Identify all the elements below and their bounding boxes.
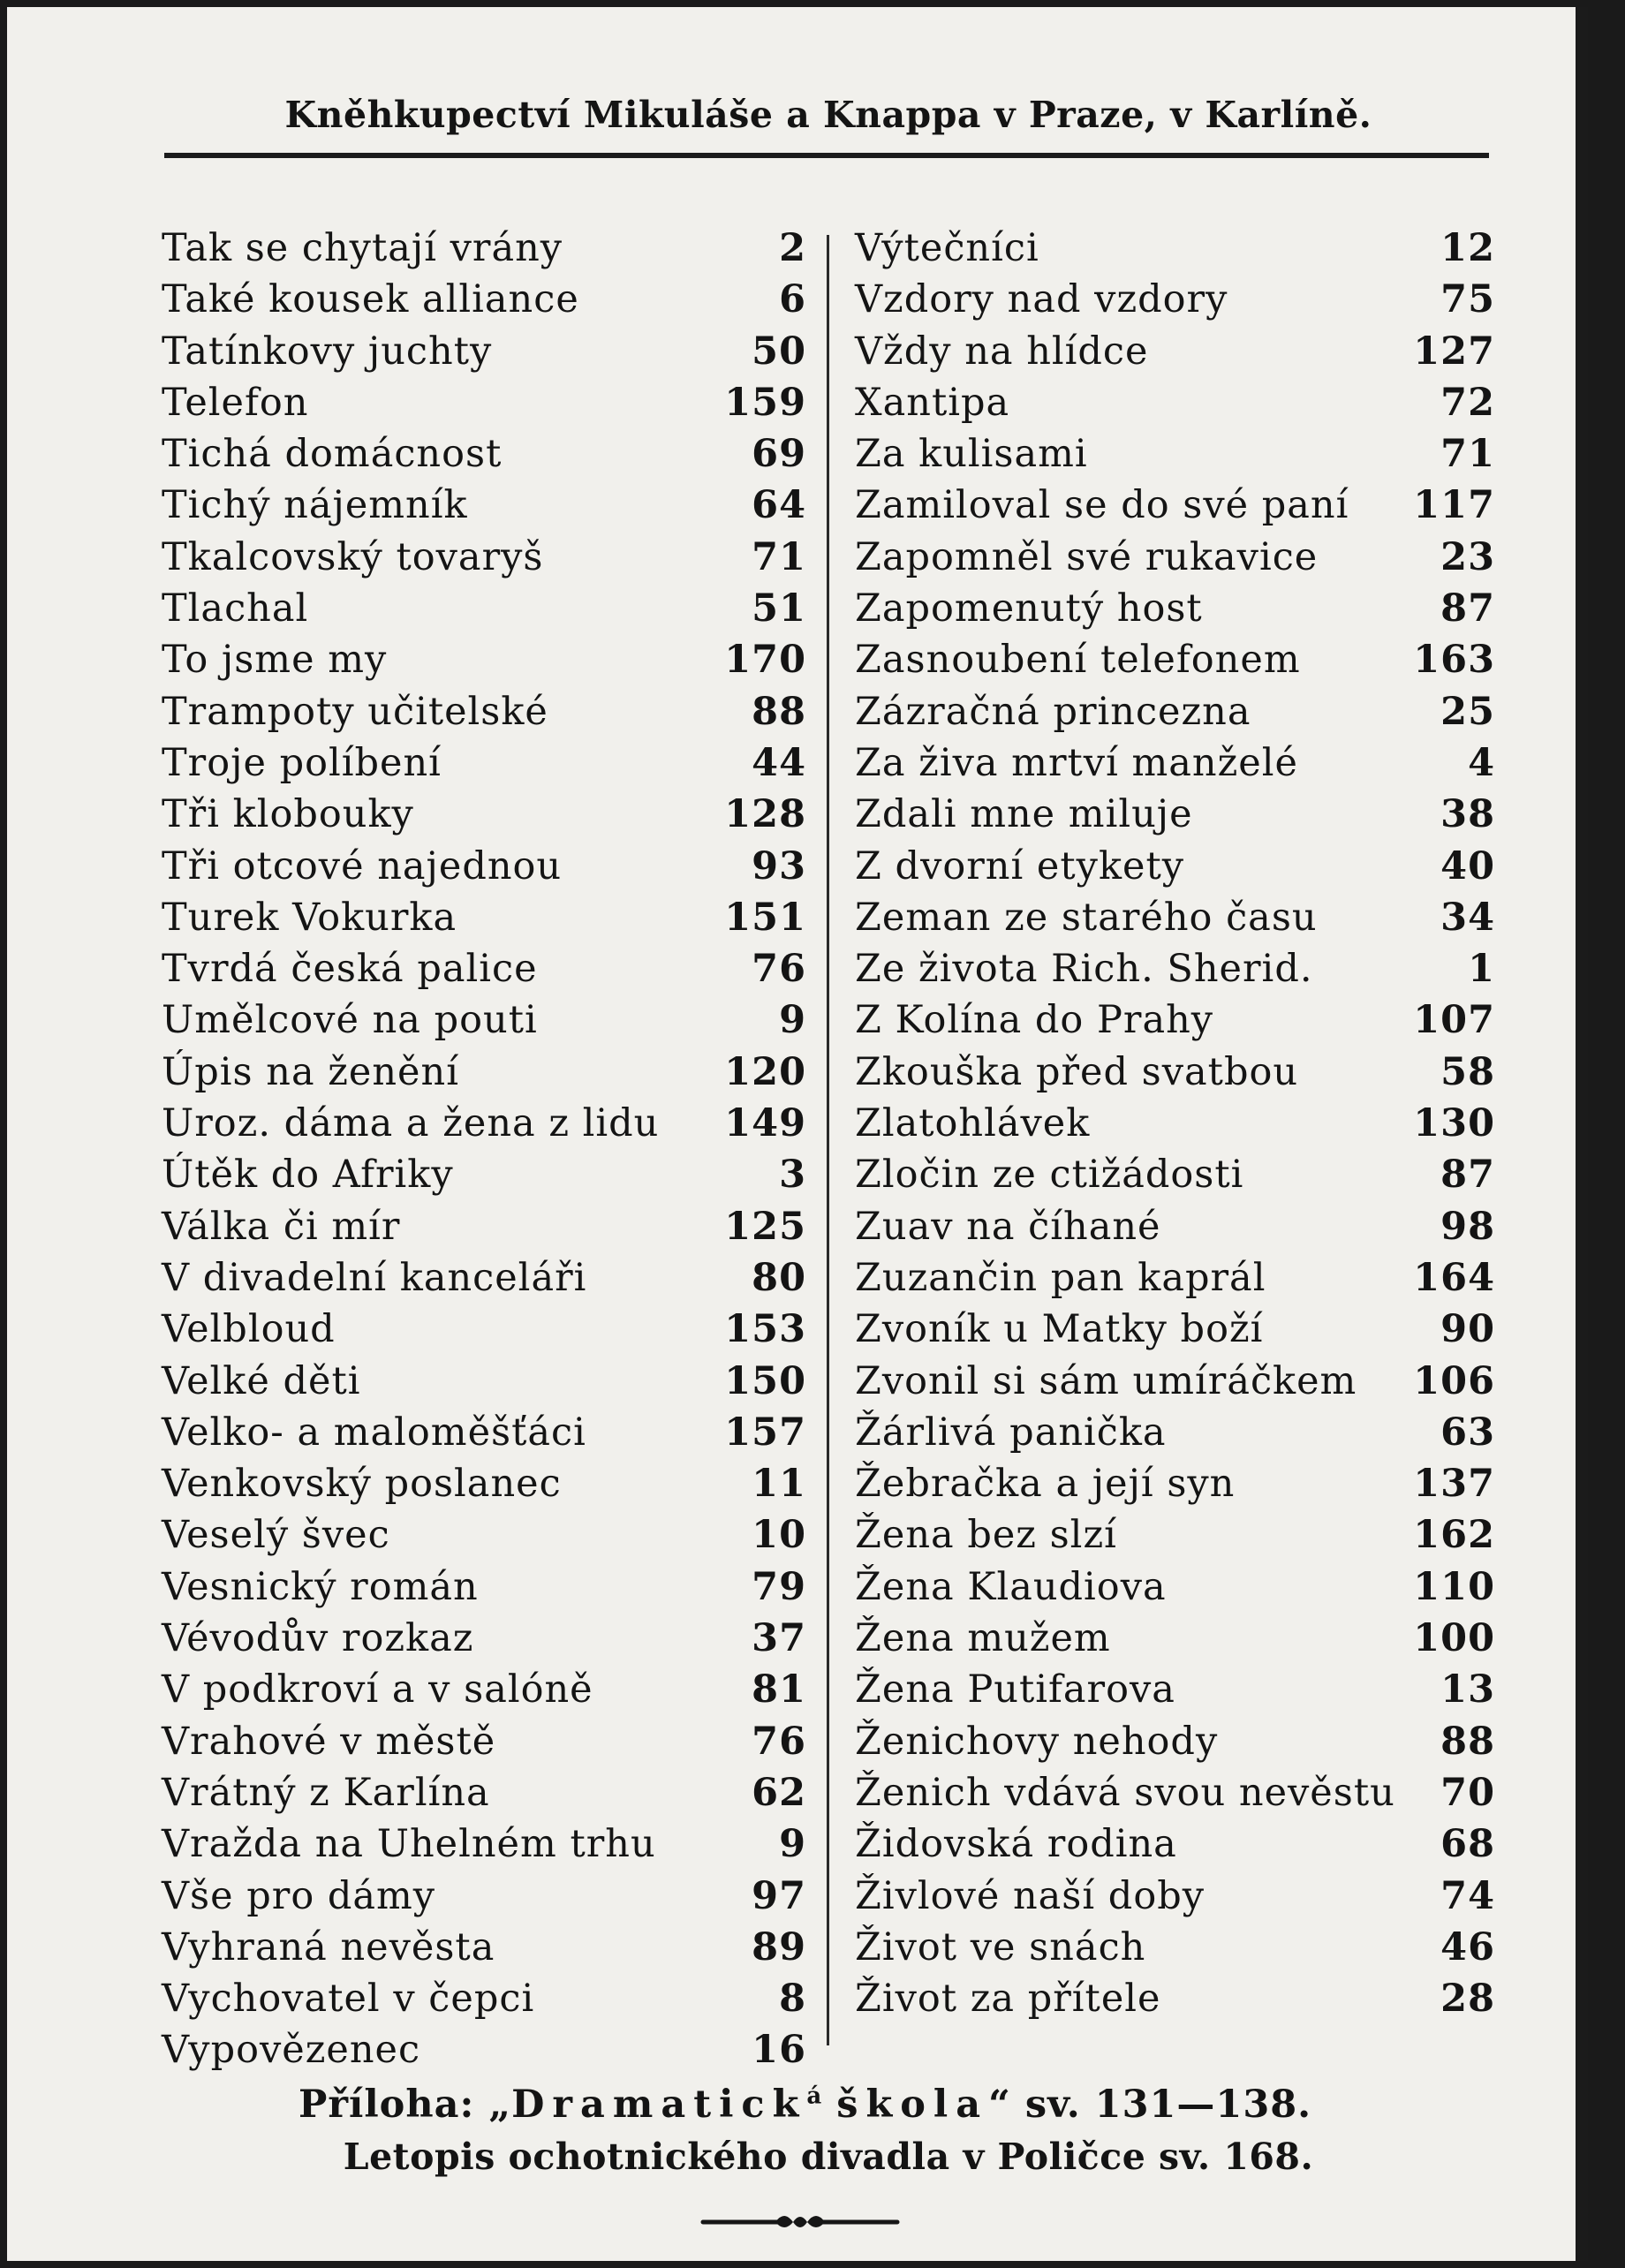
entry-title: Vypovězenec <box>162 2028 421 2073</box>
entry-number: 117 <box>1413 483 1495 528</box>
catalog-entry <box>162 1098 806 1149</box>
catalog-entry <box>162 737 806 789</box>
entry-title: Vrátný z Karlína <box>162 1770 490 1815</box>
catalog-entry <box>162 943 806 994</box>
entry-title: Vrahové v městě <box>162 1719 496 1764</box>
entry-number: 62 <box>752 1770 806 1815</box>
catalog-entry <box>162 1664 806 1715</box>
catalog-entry <box>162 1613 806 1664</box>
catalog-entry <box>855 892 1495 943</box>
entry-title: Zvoník u Matky boží <box>855 1307 1264 1352</box>
catalog-entry <box>855 1561 1495 1613</box>
header-rule <box>164 153 1489 158</box>
catalog-entry <box>162 1973 806 2024</box>
entry-number: 163 <box>1413 638 1495 683</box>
catalog-entry <box>162 892 806 943</box>
entry-number: 159 <box>724 380 806 425</box>
entry-title: Zamiloval se do své paní <box>855 483 1349 528</box>
entry-number: 2 <box>779 226 806 270</box>
entry-title: Úpis na ženění <box>162 1049 459 1094</box>
catalog-entry <box>162 1767 806 1818</box>
entry-title: Zkouška před svatbou <box>855 1049 1299 1094</box>
catalog-entry <box>855 994 1495 1046</box>
ornament-flourish-icon <box>694 2204 906 2240</box>
entry-title: Velké děti <box>162 1358 361 1403</box>
entry-number: 68 <box>1440 1822 1495 1867</box>
entry-number: 127 <box>1413 329 1495 374</box>
entry-title: Vražda na Uhelném trhu <box>162 1822 656 1867</box>
catalog-entry <box>162 583 806 634</box>
annex-word-dramaticka: Dramatick <box>511 2083 807 2127</box>
entry-number: 149 <box>724 1101 806 1146</box>
entry-title: Zapomněl své rukavice <box>855 534 1319 579</box>
entry-number: 125 <box>724 1204 806 1249</box>
entry-number: 3 <box>779 1153 806 1198</box>
catalog-entry <box>162 1201 806 1252</box>
entry-number: 58 <box>1440 1049 1495 1094</box>
entry-title: Ze života Rich. Sherid. <box>855 947 1313 992</box>
entry-number: 79 <box>752 1564 806 1609</box>
catalog-entry <box>162 326 806 377</box>
entry-number: 64 <box>752 483 806 528</box>
catalog-entry <box>162 1047 806 1098</box>
catalog-entry <box>855 737 1495 789</box>
catalog-entry <box>855 1716 1495 1767</box>
catalog-entry <box>855 943 1495 994</box>
entry-title: Velko- a maloměšťáci <box>162 1410 586 1455</box>
entry-number: 87 <box>1440 1153 1495 1198</box>
catalog-entry <box>855 1407 1495 1458</box>
entry-title: Za živa mrtví manželé <box>855 740 1298 785</box>
entry-number: 38 <box>1440 792 1495 837</box>
annex-line <box>299 2083 1447 2127</box>
catalog-entry <box>162 1922 806 1973</box>
catalog-entry <box>855 583 1495 634</box>
entry-number: 93 <box>752 843 806 888</box>
catalog-entry <box>855 1047 1495 1098</box>
entry-title: Za kulisami <box>855 432 1088 477</box>
entry-number: 128 <box>724 792 806 837</box>
entry-number: 23 <box>1440 534 1495 579</box>
entry-title: Vesnický román <box>162 1564 479 1609</box>
annex-superscript: á <box>806 2083 823 2110</box>
annex-volumes: sv. 131—138. <box>1024 2083 1312 2127</box>
entry-number: 100 <box>1413 1616 1495 1661</box>
catalog-entry <box>855 1871 1495 1922</box>
catalog-entry <box>855 1304 1495 1355</box>
catalog-entry <box>162 841 806 892</box>
catalog-entry <box>162 1304 806 1355</box>
entry-number: 75 <box>1440 277 1495 322</box>
catalog-entry <box>855 1509 1495 1561</box>
catalog-entry <box>162 428 806 480</box>
entry-number: 120 <box>724 1049 806 1094</box>
entry-title: Tichý nájemník <box>162 483 468 528</box>
entry-title: Žena Klaudiova <box>855 1564 1167 1609</box>
entry-number: 9 <box>779 998 806 1043</box>
catalog-entry <box>855 1767 1495 1818</box>
entry-number: 88 <box>752 689 806 734</box>
catalog-entry <box>855 480 1495 531</box>
entry-number: 69 <box>752 432 806 477</box>
entry-title: Živlové naší doby <box>855 1873 1206 1918</box>
left-title-column <box>162 223 806 2076</box>
catalog-entry <box>855 1922 1495 1973</box>
entry-title: Zapomenutý host <box>855 586 1203 631</box>
entry-number: 137 <box>1413 1462 1495 1507</box>
entry-title: Zdali mne miluje <box>855 792 1193 837</box>
entry-number: 88 <box>1440 1719 1495 1764</box>
entry-number: 71 <box>752 534 806 579</box>
entry-title: Žena mužem <box>855 1616 1111 1661</box>
entry-number: 4 <box>1468 740 1495 785</box>
entry-title: Zasnoubení telefonem <box>855 638 1301 683</box>
entry-title: Tak se chytají vrány <box>162 226 563 270</box>
entry-number: 13 <box>1440 1667 1495 1712</box>
entry-title: Vyhraná nevěsta <box>162 1924 495 1969</box>
entry-number: 16 <box>752 2028 806 2073</box>
entry-number: 87 <box>1440 586 1495 631</box>
entry-number: 110 <box>1413 1564 1495 1609</box>
catalog-entry <box>855 1973 1495 2024</box>
catalog-entry <box>855 1818 1495 1870</box>
catalog-entry <box>162 1509 806 1561</box>
entry-number: 72 <box>1440 380 1495 425</box>
entry-title: Uroz. dáma a žena z lidu <box>162 1101 660 1146</box>
entry-number: 11 <box>752 1462 806 1507</box>
entry-title: Tichá domácnost <box>162 432 503 477</box>
entry-number: 44 <box>752 740 806 785</box>
catalog-entry <box>162 686 806 737</box>
entry-number: 50 <box>752 329 806 374</box>
catalog-entry <box>162 1252 806 1304</box>
entry-number: 10 <box>752 1513 806 1558</box>
entry-title: Velbloud <box>162 1307 336 1352</box>
annex-label: Příloha: <box>299 2083 475 2127</box>
catalog-entry <box>855 1613 1495 1664</box>
entry-title: Xantipa <box>855 380 1010 425</box>
entry-title: Válka či mír <box>162 1204 401 1249</box>
entry-title: Žárlivá panička <box>855 1410 1167 1455</box>
entry-title: Tři otcové najednou <box>162 843 563 888</box>
entry-number: 81 <box>752 1667 806 1712</box>
entry-title: Zvonil si sám umíráčkem <box>855 1358 1357 1403</box>
entry-number: 63 <box>1440 1410 1495 1455</box>
publisher-header: Kněhkupectví Mikuláše a Knappa v Praze, v Karlíně. <box>284 94 1372 136</box>
annex-word-skola: škola <box>836 2083 989 2127</box>
entry-title: Troje políbení <box>162 740 442 785</box>
entry-number: 76 <box>752 947 806 992</box>
entry-number: 130 <box>1413 1101 1495 1146</box>
entry-number: 157 <box>724 1410 806 1455</box>
catalog-entry <box>855 1098 1495 1149</box>
catalog-entry <box>162 2024 806 2075</box>
entry-title: Vždy na hlídce <box>855 329 1149 374</box>
catalog-entry <box>162 789 806 840</box>
entry-number: 90 <box>1440 1307 1495 1352</box>
entry-number: 40 <box>1440 843 1495 888</box>
entry-title: Umělcové na pouti <box>162 998 538 1043</box>
catalog-entry <box>162 994 806 1046</box>
catalog-entry <box>162 223 806 274</box>
entry-title: Výtečníci <box>855 226 1039 270</box>
catalog-entry <box>855 1356 1495 1407</box>
entry-number: 164 <box>1413 1255 1495 1300</box>
entry-title: Z Kolína do Prahy <box>855 998 1214 1043</box>
entry-title: Tkalcovský tovaryš <box>162 534 544 579</box>
catalog-entry <box>162 1818 806 1870</box>
entry-title: Z dvorní etykety <box>855 843 1185 888</box>
catalog-entry <box>855 274 1495 325</box>
catalog-entry <box>162 532 806 583</box>
annex-close-quote: “ <box>988 2083 1011 2127</box>
entry-title: Vše pro dámy <box>162 1873 436 1918</box>
catalog-entry <box>855 1664 1495 1715</box>
entry-number: 70 <box>1440 1770 1495 1815</box>
entry-number: 150 <box>724 1358 806 1403</box>
entry-number: 51 <box>752 586 806 631</box>
entry-title: Vzdory nad vzdory <box>855 277 1228 322</box>
entry-title: Zuzančin pan kaprál <box>855 1255 1266 1300</box>
entry-title: Ženichovy nehody <box>855 1719 1219 1764</box>
entry-title: Venkovský poslanec <box>162 1462 562 1507</box>
catalog-entry <box>162 1356 806 1407</box>
catalog-entry <box>855 1458 1495 1509</box>
entry-number: 46 <box>1440 1924 1495 1969</box>
catalog-entry <box>855 841 1495 892</box>
catalog-entry <box>855 1201 1495 1252</box>
catalog-entry <box>162 377 806 428</box>
entry-title: Tatínkovy juchty <box>162 329 493 374</box>
catalog-entry <box>162 1716 806 1767</box>
entry-number: 107 <box>1413 998 1495 1043</box>
entry-title: Vychovatel v čepci <box>162 1977 535 2022</box>
catalog-entry <box>855 223 1495 274</box>
entry-title: Útěk do Afriky <box>162 1153 454 1198</box>
catalog-entry <box>855 634 1495 685</box>
entry-number: 8 <box>779 1977 806 2022</box>
entry-title: Žena bez slzí <box>855 1513 1117 1558</box>
catalog-entry <box>162 1149 806 1200</box>
entry-number: 37 <box>752 1616 806 1661</box>
entry-title: Vévodův rozkaz <box>162 1616 474 1661</box>
catalog-entry <box>855 532 1495 583</box>
entry-number: 74 <box>1440 1873 1495 1918</box>
entry-number: 151 <box>724 895 806 940</box>
entry-title: Zločin ze ctižádosti <box>855 1153 1244 1198</box>
catalog-entry <box>855 1149 1495 1200</box>
catalog-entry <box>162 1871 806 1922</box>
entry-title: Zlatohlávek <box>855 1101 1091 1146</box>
entry-number: 71 <box>1440 432 1495 477</box>
entry-number: 25 <box>1440 689 1495 734</box>
chronicle-line: Letopis ochotnického divadla v Poličce sv. 168. <box>343 2136 1314 2178</box>
catalog-entry <box>855 686 1495 737</box>
right-title-column <box>855 223 1495 2024</box>
catalog-page <box>7 7 1588 2261</box>
entry-title: Turek Vokurka <box>162 895 457 940</box>
catalog-entry <box>855 428 1495 480</box>
entry-number: 106 <box>1413 1358 1495 1403</box>
entry-title: V divadelní kanceláři <box>162 1255 587 1300</box>
entry-number: 1 <box>1468 947 1495 992</box>
entry-title: Zeman ze starého času <box>855 895 1318 940</box>
entry-title: Tvrdá česká palice <box>162 947 538 992</box>
catalog-entry <box>162 274 806 325</box>
entry-title: Žebračka a její syn <box>855 1462 1236 1507</box>
catalog-entry <box>855 789 1495 840</box>
entry-number: 34 <box>1440 895 1495 940</box>
entry-title: Veselý švec <box>162 1513 390 1558</box>
entry-title: V podkroví a v salóně <box>162 1667 593 1712</box>
entry-number: 98 <box>1440 1204 1495 1249</box>
entry-number: 12 <box>1440 226 1495 270</box>
entry-title: Život za přítele <box>855 1977 1161 2022</box>
entry-title: Tři klobouky <box>162 792 414 837</box>
entry-title: Život ve snách <box>855 1924 1146 1969</box>
catalog-entry <box>162 1458 806 1509</box>
entry-number: 28 <box>1440 1977 1495 2022</box>
catalog-entry <box>162 1561 806 1613</box>
entry-title: Zázračná princezna <box>855 689 1251 734</box>
catalog-entry <box>855 326 1495 377</box>
catalog-entry <box>855 377 1495 428</box>
entry-title: Telefon <box>162 380 309 425</box>
entry-number: 76 <box>752 1719 806 1764</box>
entry-title: Ženich vdává svou nevěstu <box>855 1770 1395 1815</box>
entry-title: Také kousek alliance <box>162 277 579 322</box>
entry-title: Žena Putifarova <box>855 1667 1175 1712</box>
annex-open-quote: „ <box>488 2083 512 2127</box>
catalog-entry <box>855 1252 1495 1304</box>
entry-number: 97 <box>752 1873 806 1918</box>
entry-number: 153 <box>724 1307 806 1352</box>
entry-title: Židovská rodina <box>855 1822 1177 1867</box>
entry-title: To jsme my <box>162 638 388 683</box>
column-divider <box>827 235 829 2045</box>
entry-title: Trampoty učitelské <box>162 689 548 734</box>
entry-number: 170 <box>724 638 806 683</box>
catalog-entry <box>162 634 806 685</box>
catalog-entry <box>162 480 806 531</box>
entry-number: 89 <box>752 1924 806 1969</box>
entry-number: 162 <box>1413 1513 1495 1558</box>
entry-number: 80 <box>752 1255 806 1300</box>
entry-title: Tlachal <box>162 586 309 631</box>
entry-number: 6 <box>779 277 806 322</box>
entry-number: 9 <box>779 1822 806 1867</box>
entry-title: Zuav na číhané <box>855 1204 1161 1249</box>
catalog-entry <box>162 1407 806 1458</box>
